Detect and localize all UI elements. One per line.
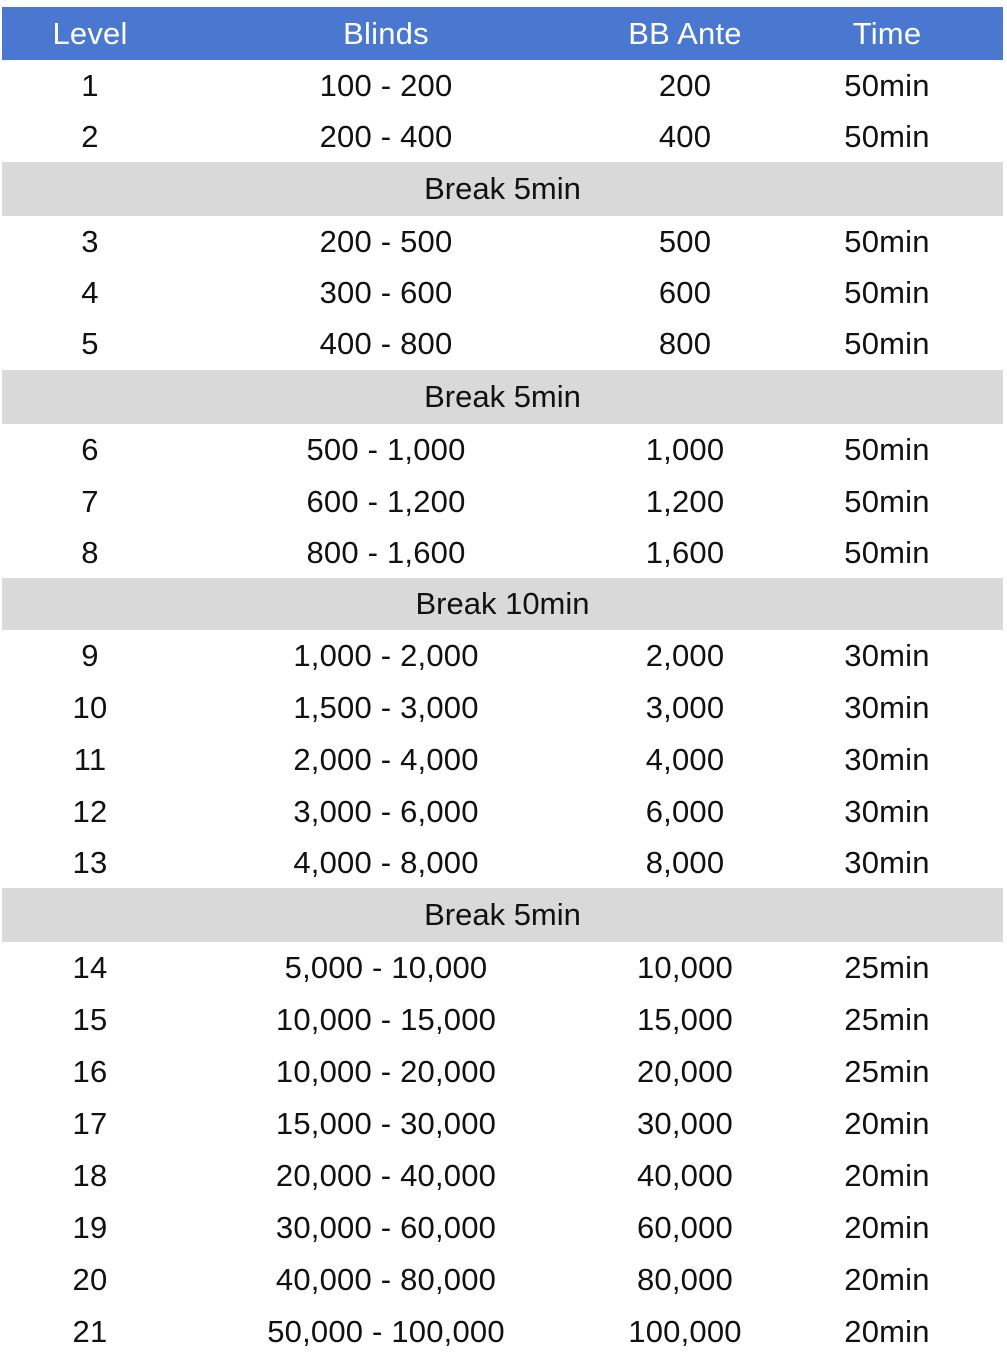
blinds-cell: 500 - 1,000 bbox=[306, 432, 466, 467]
level-cell: 4 bbox=[81, 275, 99, 310]
table-row bbox=[2, 1098, 1003, 1150]
bb-ante-cell: 800 bbox=[658, 326, 712, 361]
blinds-cell: 200 - 400 bbox=[319, 119, 453, 154]
table-row bbox=[2, 630, 1003, 682]
level-cell: 1 bbox=[81, 68, 99, 103]
blinds-cell: 10,000 - 15,000 bbox=[275, 1002, 497, 1037]
table-row bbox=[2, 528, 1003, 578]
level-cell: 7 bbox=[81, 484, 99, 519]
table-row bbox=[2, 1202, 1003, 1254]
bb-ante-cell: 2,000 bbox=[645, 638, 725, 673]
table-row bbox=[2, 1254, 1003, 1306]
table-row bbox=[2, 60, 1003, 112]
table-row bbox=[2, 734, 1003, 786]
blinds-cell: 4,000 - 8,000 bbox=[293, 845, 479, 880]
table-row bbox=[2, 216, 1003, 268]
time-cell: 30min bbox=[844, 690, 930, 725]
table-row bbox=[2, 942, 1003, 994]
header-blinds: Blinds bbox=[343, 15, 429, 51]
blinds-cell: 20,000 - 40,000 bbox=[275, 1158, 497, 1193]
break-row bbox=[2, 370, 1003, 424]
table-row bbox=[2, 1150, 1003, 1202]
blinds-cell: 600 - 1,200 bbox=[306, 484, 466, 519]
bb-ante-cell: 8,000 bbox=[645, 845, 725, 880]
blinds-cell: 1,000 - 2,000 bbox=[293, 638, 479, 673]
break-row bbox=[2, 888, 1003, 942]
level-cell: 17 bbox=[72, 1106, 108, 1141]
level-cell: 13 bbox=[72, 845, 108, 880]
table-row bbox=[2, 1306, 1003, 1357]
time-cell: 20min bbox=[844, 1210, 930, 1245]
level-cell: 21 bbox=[72, 1313, 108, 1349]
level-cell: 14 bbox=[72, 950, 108, 985]
table-row bbox=[2, 838, 1003, 888]
table-row bbox=[2, 994, 1003, 1046]
bb-ante-cell: 600 bbox=[658, 275, 712, 310]
blinds-cell: 200 - 500 bbox=[319, 224, 453, 259]
bb-ante-cell: 1,600 bbox=[645, 535, 725, 570]
level-cell: 5 bbox=[81, 326, 99, 361]
bb-ante-cell: 60,000 bbox=[636, 1210, 734, 1245]
time-cell: 25min bbox=[844, 1002, 930, 1037]
time-cell: 20min bbox=[844, 1262, 930, 1297]
bb-ante-cell: 500 bbox=[658, 224, 712, 259]
break-row bbox=[2, 578, 1003, 630]
bb-ante-cell: 400 bbox=[658, 119, 712, 154]
table-row bbox=[2, 112, 1003, 162]
blinds-cell: 3,000 - 6,000 bbox=[293, 794, 479, 829]
bb-ante-cell: 40,000 bbox=[636, 1158, 734, 1193]
blinds-cell: 40,000 - 80,000 bbox=[275, 1262, 497, 1297]
bb-ante-cell: 20,000 bbox=[636, 1054, 734, 1089]
table-row bbox=[2, 424, 1003, 476]
bb-ante-cell: 1,000 bbox=[645, 432, 725, 467]
bb-ante-cell: 4,000 bbox=[645, 742, 725, 777]
table-row bbox=[2, 268, 1003, 318]
header-level: Level bbox=[52, 15, 128, 51]
time-cell: 25min bbox=[844, 1054, 930, 1089]
time-cell: 30min bbox=[844, 638, 930, 673]
blinds-cell: 15,000 - 30,000 bbox=[275, 1106, 497, 1141]
blinds-cell: 50,000 - 100,000 bbox=[267, 1313, 505, 1349]
bb-ante-cell: 10,000 bbox=[636, 950, 734, 985]
time-cell: 20min bbox=[844, 1313, 930, 1349]
time-cell: 50min bbox=[844, 275, 930, 310]
level-cell: 18 bbox=[72, 1158, 108, 1193]
blinds-cell: 100 - 200 bbox=[319, 68, 453, 103]
time-cell: 50min bbox=[844, 432, 930, 467]
time-cell: 50min bbox=[844, 68, 930, 103]
blinds-cell: 30,000 - 60,000 bbox=[275, 1210, 497, 1245]
break-row bbox=[2, 162, 1003, 216]
table-header bbox=[2, 7, 1003, 60]
break-label: Break 5min bbox=[424, 897, 581, 932]
bb-ante-cell: 15,000 bbox=[636, 1002, 734, 1037]
bb-ante-cell: 6,000 bbox=[645, 794, 725, 829]
break-label: Break 10min bbox=[415, 586, 590, 621]
level-cell: 15 bbox=[72, 1002, 108, 1037]
time-cell: 50min bbox=[844, 484, 930, 519]
level-cell: 19 bbox=[72, 1210, 108, 1245]
break-label: Break 5min bbox=[424, 171, 581, 206]
time-cell: 30min bbox=[844, 794, 930, 829]
table-row bbox=[2, 476, 1003, 528]
table-row bbox=[2, 1046, 1003, 1098]
bb-ante-cell: 200 bbox=[658, 68, 712, 103]
bb-ante-cell: 30,000 bbox=[636, 1106, 734, 1141]
time-cell: 20min bbox=[844, 1106, 930, 1141]
bb-ante-cell: 80,000 bbox=[636, 1262, 734, 1297]
header-time: Time bbox=[852, 15, 922, 51]
level-cell: 16 bbox=[72, 1054, 108, 1089]
level-cell: 3 bbox=[81, 224, 99, 259]
level-cell: 11 bbox=[73, 742, 107, 777]
level-cell: 6 bbox=[81, 432, 99, 467]
time-cell: 50min bbox=[844, 535, 930, 570]
bb-ante-cell: 1,200 bbox=[645, 484, 725, 519]
level-cell: 20 bbox=[72, 1262, 108, 1297]
level-cell: 9 bbox=[81, 638, 99, 673]
break-label: Break 5min bbox=[424, 379, 581, 414]
level-cell: 8 bbox=[81, 535, 99, 570]
time-cell: 50min bbox=[844, 224, 930, 259]
blinds-cell: 400 - 800 bbox=[319, 326, 453, 361]
time-cell: 30min bbox=[844, 742, 930, 777]
blinds-cell: 1,500 - 3,000 bbox=[293, 690, 479, 725]
time-cell: 25min bbox=[844, 950, 930, 985]
table-row bbox=[2, 318, 1003, 370]
blinds-cell: 10,000 - 20,000 bbox=[275, 1054, 497, 1089]
table-row bbox=[2, 786, 1003, 838]
time-cell: 50min bbox=[844, 326, 930, 361]
time-cell: 50min bbox=[844, 119, 930, 154]
level-cell: 10 bbox=[72, 690, 108, 725]
bb-ante-cell: 3,000 bbox=[645, 690, 725, 725]
level-cell: 12 bbox=[72, 794, 108, 829]
table-row bbox=[2, 682, 1003, 734]
level-cell: 2 bbox=[81, 119, 99, 154]
blinds-cell: 300 - 600 bbox=[319, 275, 453, 310]
bb-ante-cell: 100,000 bbox=[628, 1313, 742, 1349]
header-bb-ante: BB Ante bbox=[628, 15, 742, 51]
time-cell: 20min bbox=[844, 1158, 930, 1193]
blinds-cell: 800 - 1,600 bbox=[306, 535, 466, 570]
blinds-cell: 2,000 - 4,000 bbox=[293, 742, 479, 777]
time-cell: 30min bbox=[844, 845, 930, 880]
blinds-cell: 5,000 - 10,000 bbox=[284, 950, 488, 985]
